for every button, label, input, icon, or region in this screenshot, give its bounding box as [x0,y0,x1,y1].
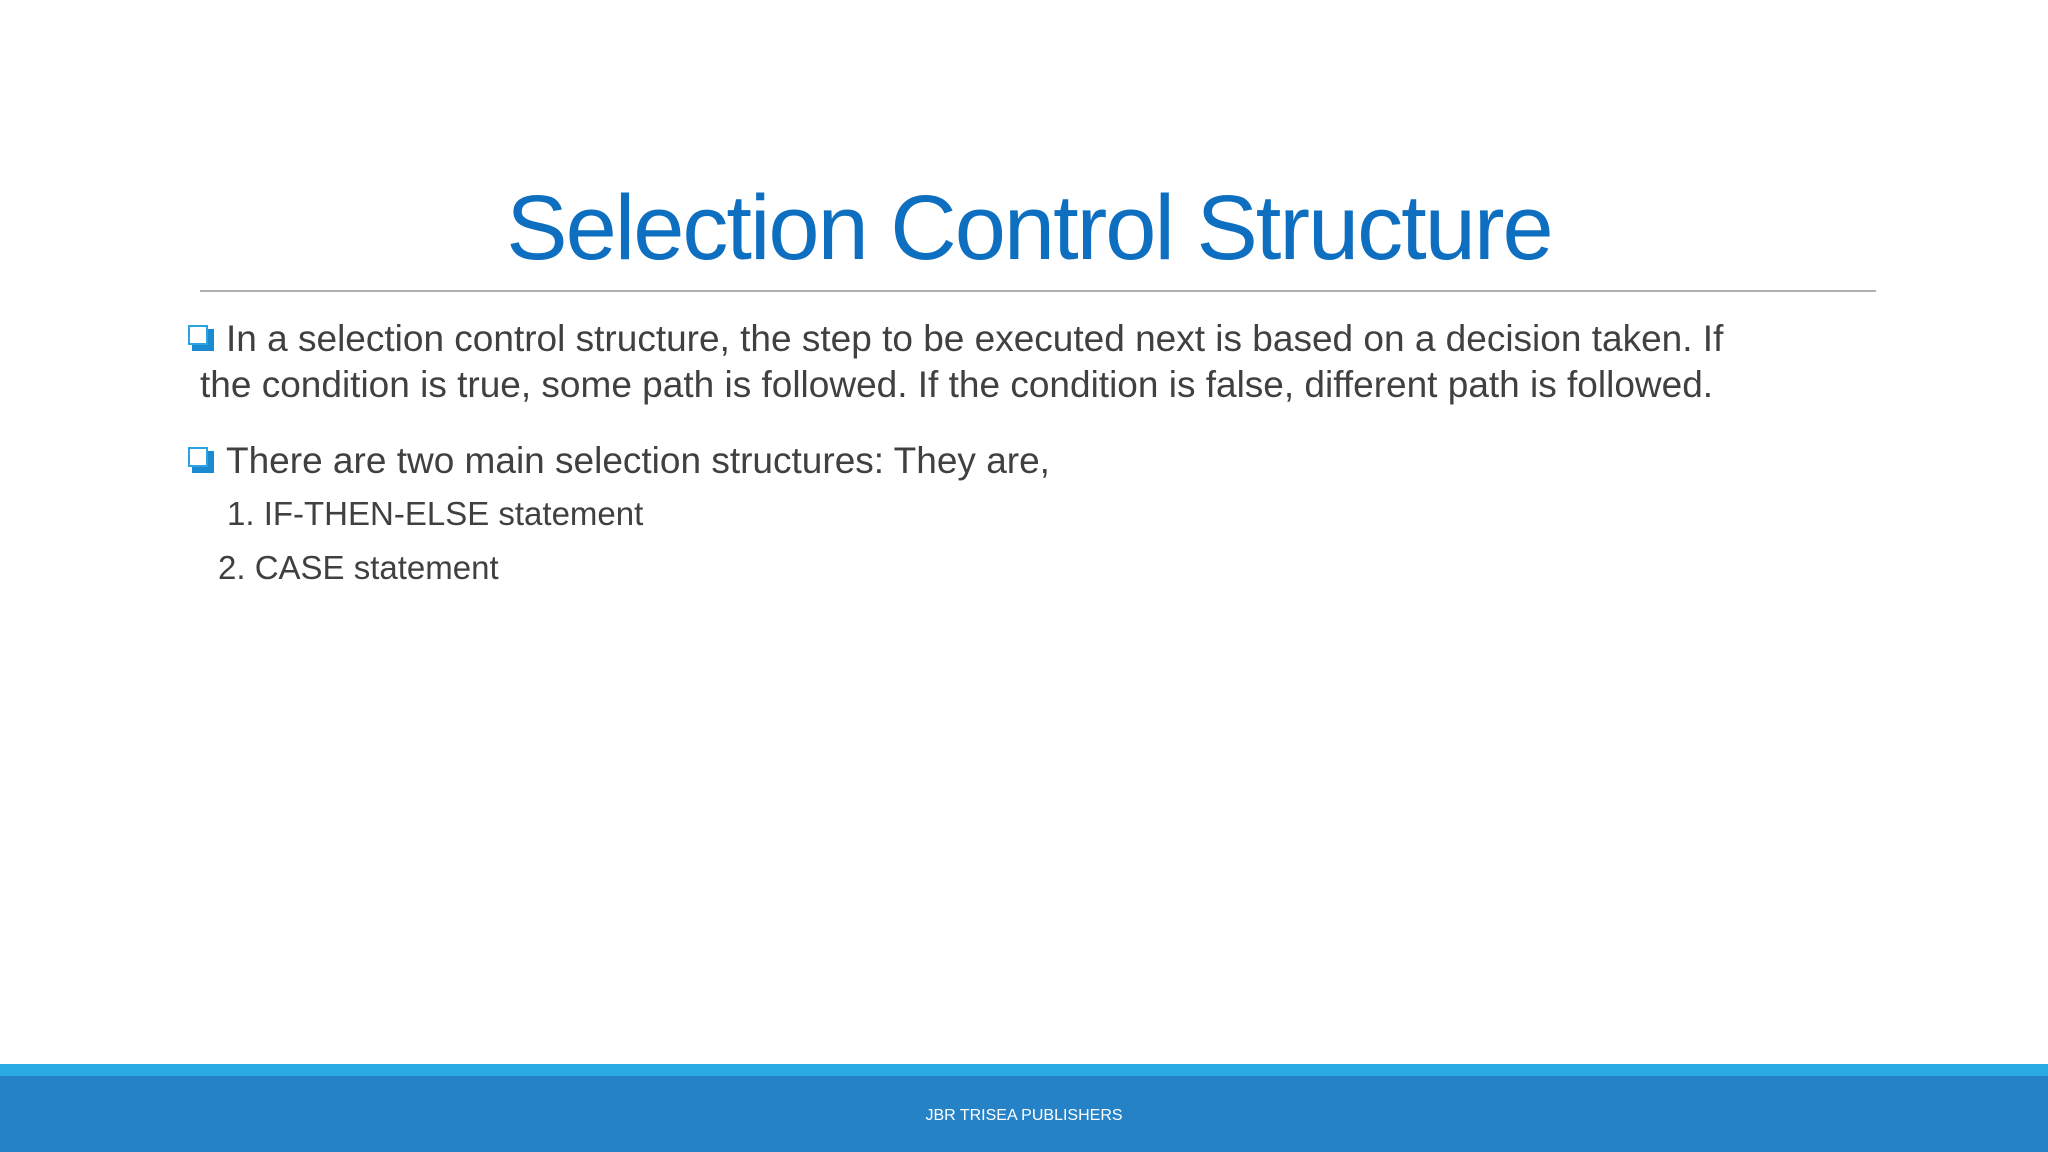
bullet-item [188,316,1868,408]
footer-text: JBR TRISEA PUBLISHERS [925,1107,1123,1124]
bullet-text-line: the condition is true, some path is followed. If the condition is false, different path is followed. [200,364,1714,405]
bullet-text-line: There are two main selection structures: They are, [226,440,1050,481]
footer-stripe [0,1064,2048,1076]
list-item: 1. IF-THEN-ELSE statement [227,495,644,532]
bullet-text-line: In a selection control structure, the step to be executed next is based on a decision taken. If [226,318,1724,359]
bullet-item [188,438,1868,484]
checkbox-square-icon [188,447,212,471]
checkbox-square-icon [188,325,212,349]
title-divider [200,290,1876,292]
list-item: 2. CASE statement [218,549,499,586]
slide-title: Selection Control Structure [506,177,1552,279]
